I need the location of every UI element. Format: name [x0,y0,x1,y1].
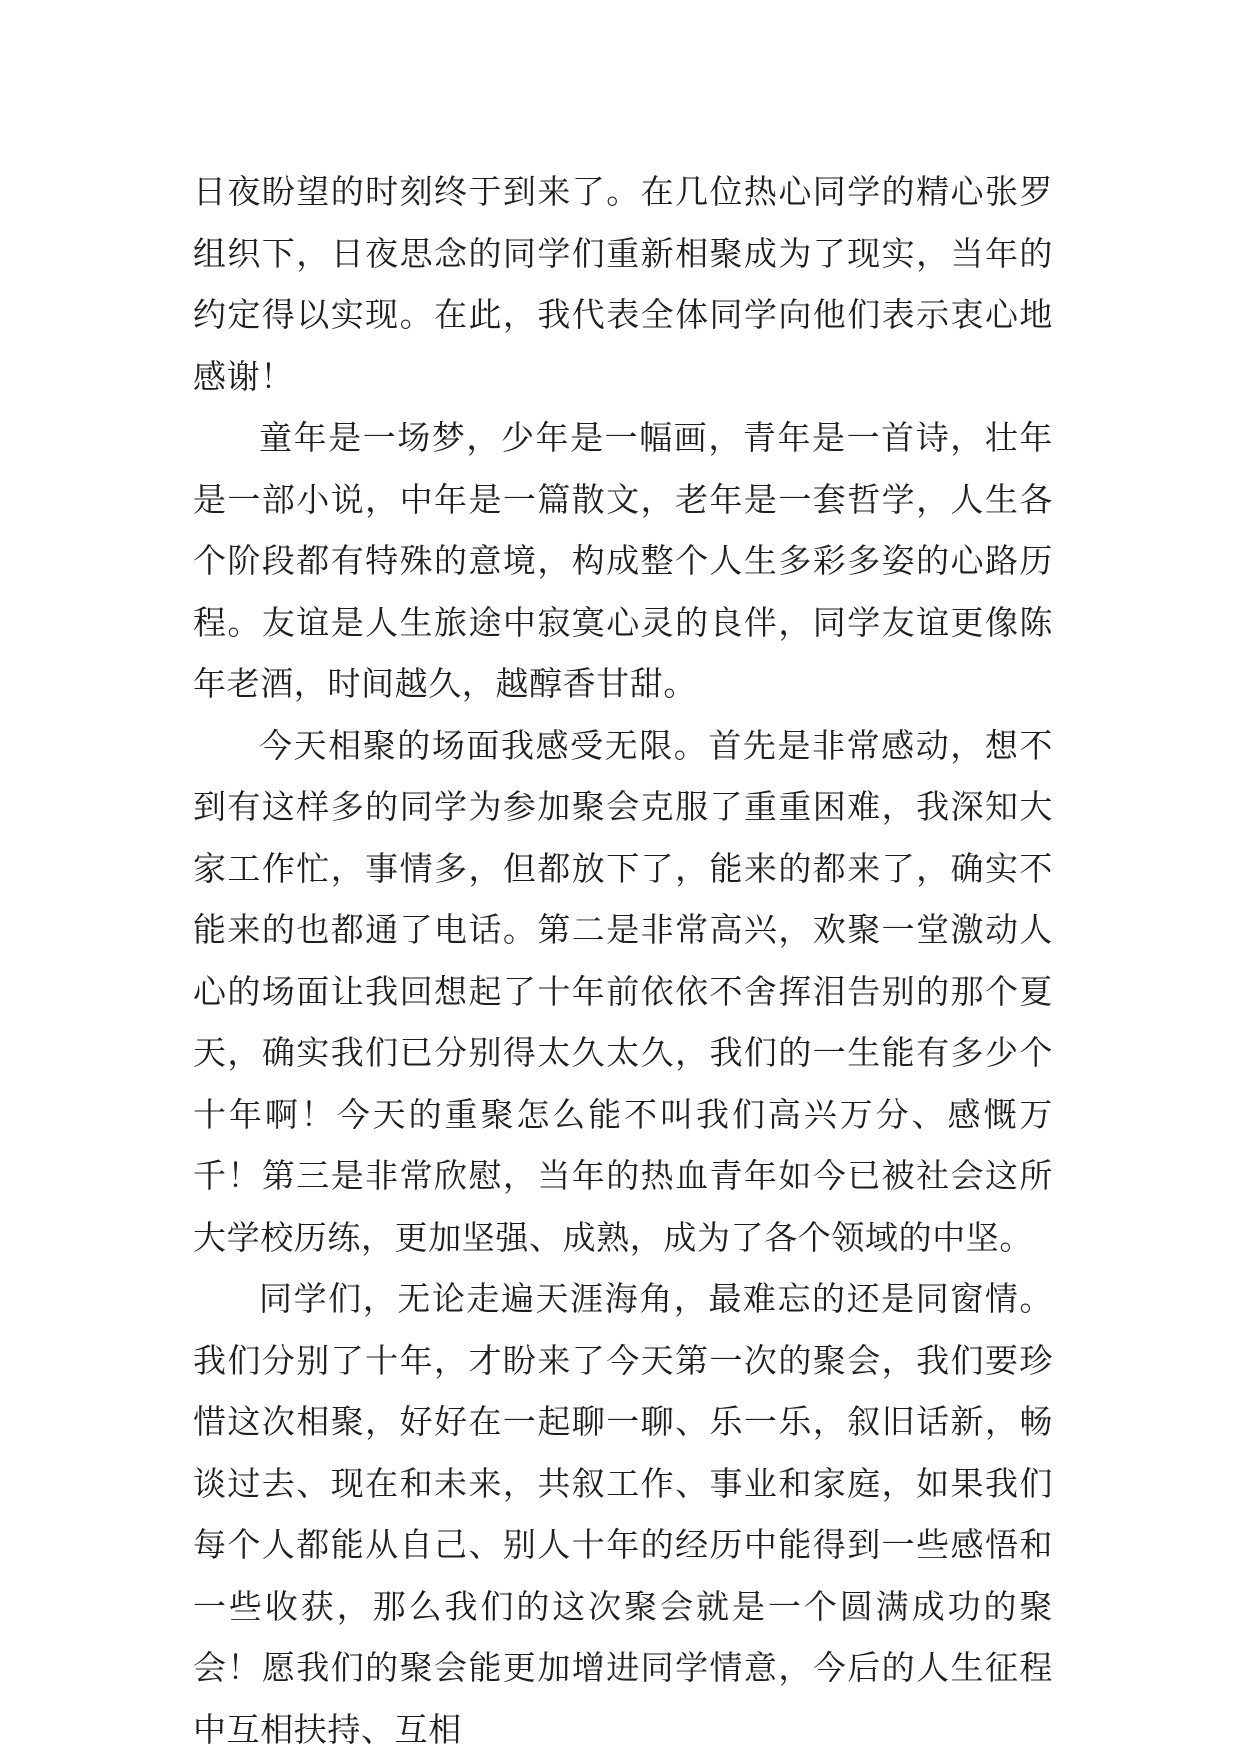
document-body [193,161,1053,1760]
paragraph-opening: 日夜盼望的时刻终于到来了。在几位热心同学的精心张罗组织下，日夜思念的同学们重新相聚成为了现实，当年的约定得以实现。在此，我代表全体同学向他们表示衷心地感谢！ [193,172,1053,396]
paragraph-classmates: 同学们，无论走遍天涯海角，最难忘的还是同窗情。我们分别了十年，才盼来了今天第一次的聚会，我们要珍惜这次相聚，好好在一起聊一聊、乐一乐，叙旧话新，畅谈过去、现在和未来，共叙工作、事业和家庭，如果我们每个人都能从自己、别人十年的经历中能得到一些感悟和一些收获，那么我们的这次聚会就是一个圆满成功的聚会！愿我们的聚会能更加增进同学情意，今后的人生征程中互相扶持、互相 [193,1279,1053,1749]
paragraph-life-stages: 童年是一场梦，少年是一幅画，青年是一首诗，壮年是一部小说，中年是一篇散文，老年是一套哲学，人生各个阶段都有特殊的意境，构成整个人生多彩多姿的心路历程。友谊是人生旅途中寂寞心灵的良伴，同学友谊更像陈年老酒，时间越久，越醇香甘甜。 [193,418,1053,703]
paragraph-feelings: 今天相聚的场面我感受无限。首先是非常感动，想不到有这样多的同学为参加聚会克服了重重困难，我深知大家工作忙，事情多，但都放下了，能来的都来了，确实不能来的也都通了电话。第二是非常高兴，欢聚一堂激动人心的场面让我回想起了十年前依依不舍挥泪告别的那个夏天，确实我们已分别得太久太久，我们的一生能有多少个十年啊！今天的重聚怎么能不叫我们高兴万分、感慨万千！第三是非常欣慰，当年的热血青年如今已被社会这所大学校历练，更加坚强、成熟，成为了各个领域的中坚。 [193,725,1053,1257]
